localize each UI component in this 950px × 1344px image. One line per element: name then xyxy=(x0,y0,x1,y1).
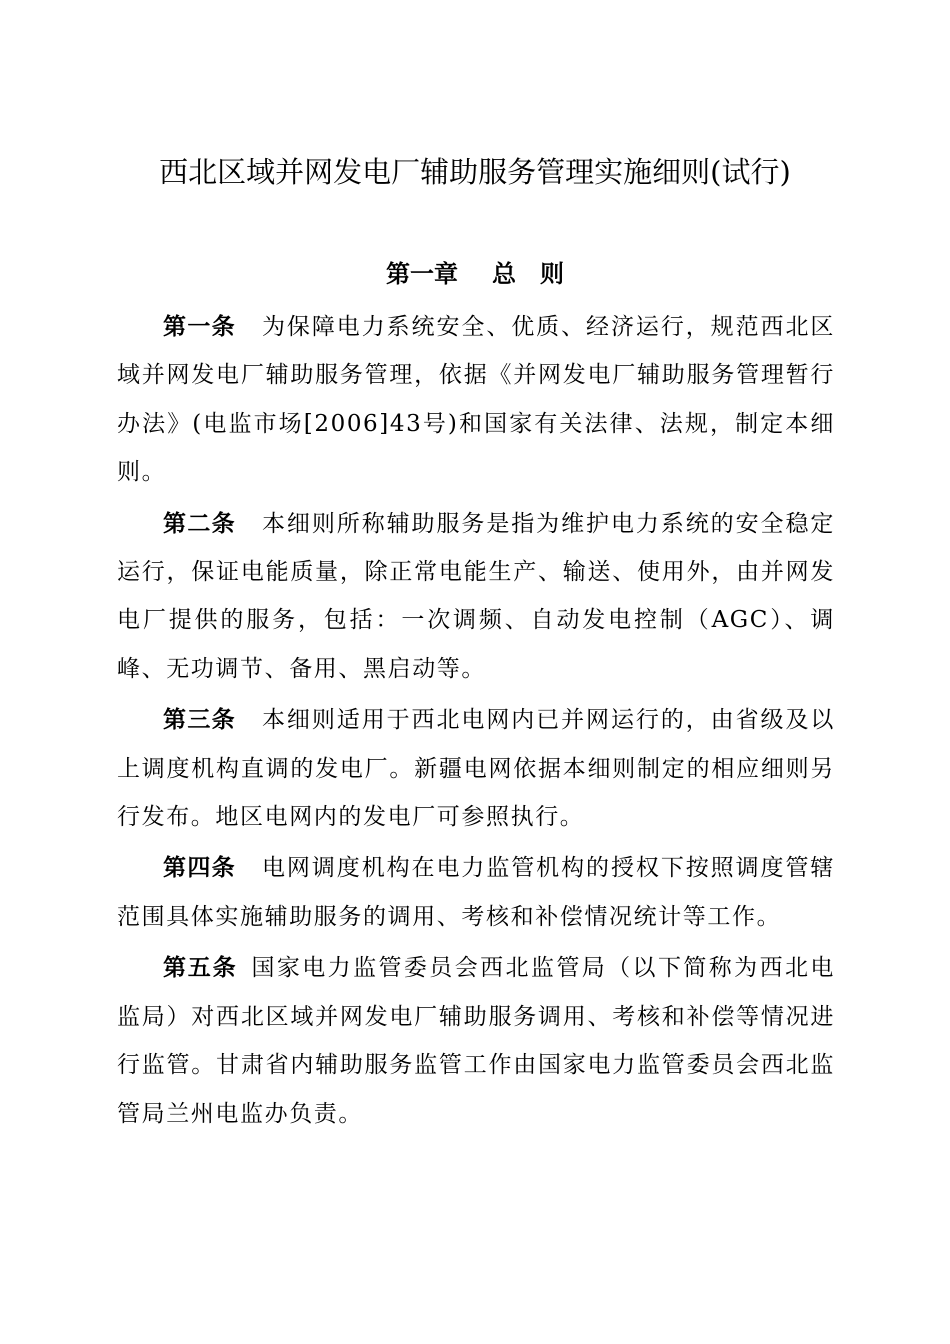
article-label: 第二条 xyxy=(163,510,236,537)
chapter-number: 第一章 xyxy=(386,260,458,288)
article-4 xyxy=(117,844,835,941)
article-text: 为保障电力系统安全、优质、经济运行，规范西北区域并网发电厂辅助服务管理，依据《并网发电厂辅助服务管理暂行办法》(电监市场[2006]43号)和国家有关法律、法规，制定本细则。 xyxy=(117,314,835,486)
article-label: 第四条 xyxy=(163,855,236,882)
document-body xyxy=(117,303,835,1138)
article-text: 电网调度机构在电力监管机构的授权下按照调度管辖范围具体实施辅助服务的调用、考核和补偿情况统计等工作。 xyxy=(117,855,835,930)
article-text: 本细则适用于西北电网内已并网运行的，由省级及以上调度机构直调的发电厂。新疆电网依据本细则制定的相应细则另行发布。地区电网内的发电厂可参照执行。 xyxy=(117,707,835,831)
document-title: 西北区域并网发电厂辅助服务管理实施细则(试行) xyxy=(159,155,791,189)
article-2 xyxy=(117,500,835,694)
article-3 xyxy=(117,696,835,841)
chapter-heading xyxy=(0,256,950,292)
article-label: 第五条 xyxy=(163,955,238,982)
chapter-name: 总 则 xyxy=(492,260,564,288)
article-1 xyxy=(117,303,835,497)
article-label: 第三条 xyxy=(163,707,236,734)
article-label: 第一条 xyxy=(163,314,236,340)
article-text: 国家电力监管委员会西北监管局（以下简称为西北电监局）对西北区域并网发电厂辅助服务调用、考核和补偿等情况进行监管。甘肃省内辅助服务监管工作由国家电力监管委员会西北监管局兰州电监办负责。 xyxy=(117,955,836,1127)
article-5 xyxy=(117,944,835,1138)
article-text: 本细则所称辅助服务是指为维护电力系统的安全稳定运行，保证电能质量，除正常电能生产、输送、使用外，由并网发电厂提供的服务，包括：一次调频、自动发电控制（AGC）、调峰、无功调节、备用、黑启动等。 xyxy=(117,510,835,682)
